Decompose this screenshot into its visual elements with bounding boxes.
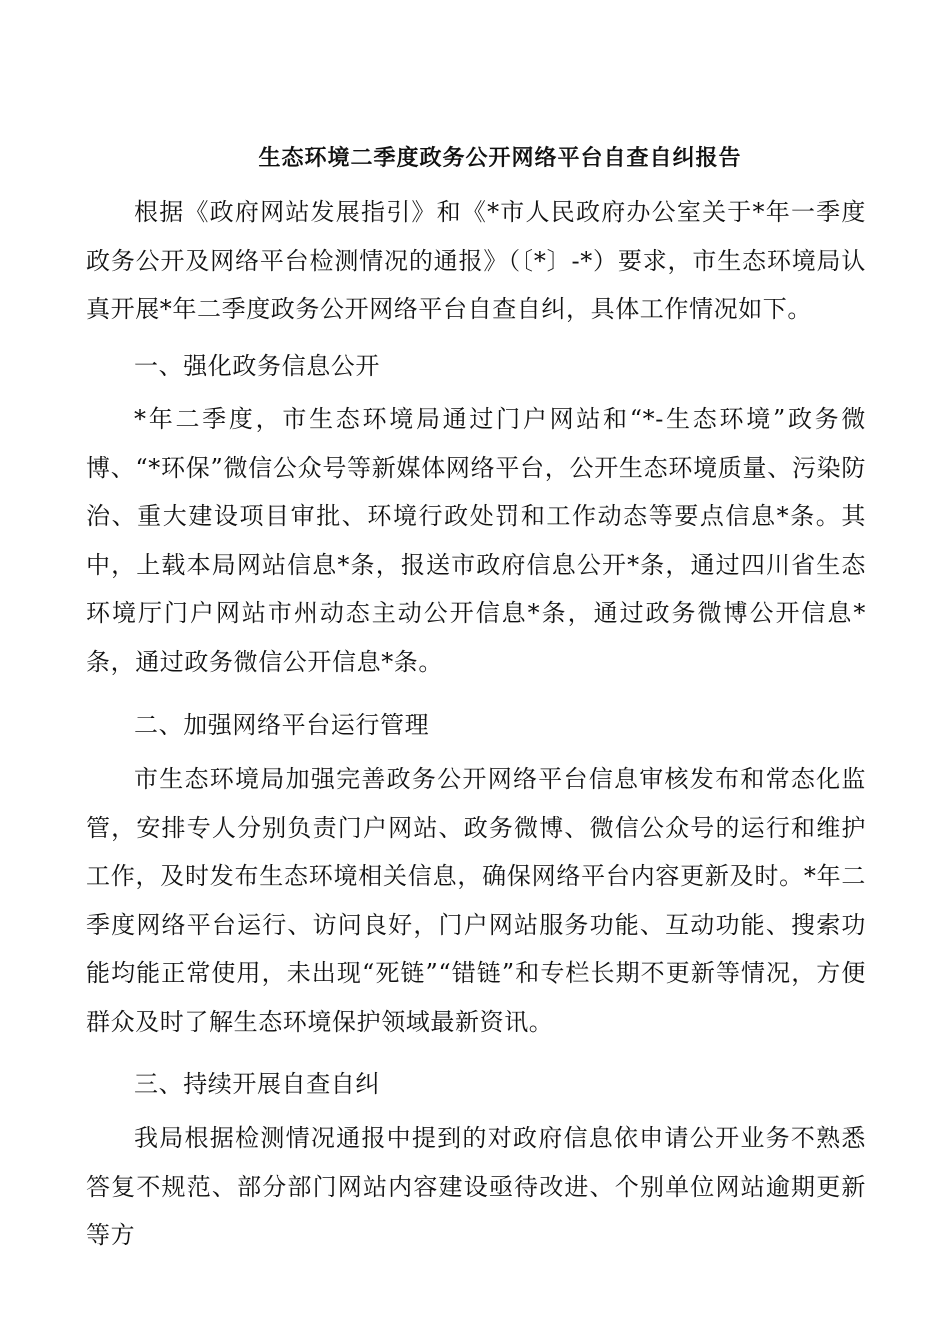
- intro-paragraph: 根据《政府网站发展指引》和《*市人民政府办公室关于*年一季度政务公开及网络平台检测情况的通报》（〔*〕-*）要求，市生态环境局认真开展*年二季度政务公开网络平台自查自纠，具体工作情况如下。: [86, 198, 866, 323]
- section-3-body: 我局根据检测情况通报中提到的对政府信息依申请公开业务不熟悉答复不规范、部分部门网站内容建设亟待改进、个别单位网站逾期更新等方: [86, 1124, 866, 1249]
- document-title: 生态环境二季度政务公开网络平台自查自纠报告: [258, 145, 742, 171]
- section-2-heading: 二、加强网络平台运行管理: [134, 711, 430, 739]
- section-2-body: 市生态环境局加强完善政务公开网络平台信息审核发布和常态化监管，安排专人分别负责门户网站、政务微博、微信公众号的运行和维护工作，及时发布生态环境相关信息，确保网络平台内容更新及时。*年二季度网络平台运行、访问良好，门户网站服务功能、互动功能、搜索功能均能正常使用，未出现“死链”“错链”和专栏长期不更新等情况，方便群众及时了解生态环境保护领域最新资讯。: [86, 765, 866, 1036]
- section-1-body: *年二季度，市生态环境局通过门户网站和“*-生态环境”政务微博、“*环保”微信公众号等新媒体网络平台，公开生态环境质量、污染防治、重大建设项目审批、环境行政处罚和工作动态等要点信息*条。其中，上载本局网站信息*条，报送市政府信息公开*条，通过四川省生态环境厅门户网站市州动态主动公开信息*条，通过政务微博公开信息*条，通过政务微信公开信息*条。: [86, 405, 866, 676]
- section-1-heading: 一、强化政务信息公开: [134, 352, 380, 380]
- section-3-heading: 三、持续开展自查自纠: [134, 1070, 380, 1098]
